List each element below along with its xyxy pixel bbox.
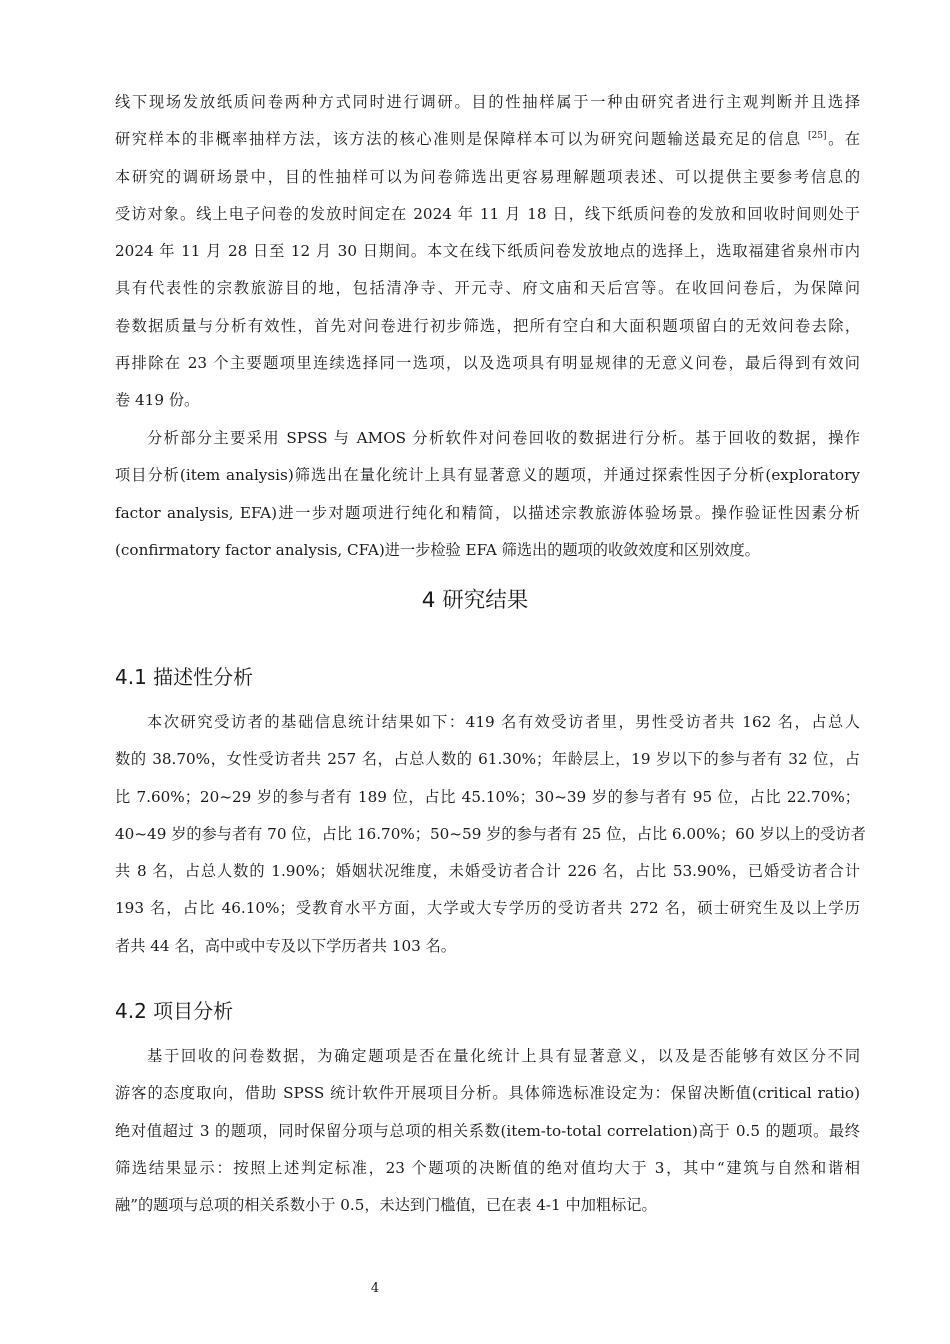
text-line: 2024 年 11 月 28 日至 12 月 30 日期间。本文在线下纸质问卷发放地点的选择上，选取福建省泉州市内 xyxy=(115,242,860,261)
section-heading-4: 4 研究结果 xyxy=(421,588,529,613)
paragraph-sampling xyxy=(115,84,860,420)
section-heading-4-2: 4.2 项目分析 xyxy=(115,999,234,1023)
text-line: 者共 44 名，高中或中专及以下学历者共 103 名。 xyxy=(115,936,456,955)
text-line: (confirmatory factor analysis, CFA)进一步检验 EFA 筛选出的题项的收敛效度和区别效度。 xyxy=(115,540,760,559)
text-line: 数的 38.70%，女性受访者共 257 名，占总人数的 61.30%；年龄层上，19 岁以下的参与者有 32 位，占 xyxy=(115,750,860,769)
text-line: 受访对象。线上电子问卷的发放时间定在 2024 年 11 月 18 日，线下纸质问卷的发放和回收时间则处于 xyxy=(115,204,860,223)
text-line: 基于回收的问卷数据，为确定题项是否在量化统计上具有显著意义，以及是否能够有效区分不同 xyxy=(147,1047,860,1065)
text-line: 分析部分主要采用 SPSS 与 AMOS 分析软件对问卷回收的数据进行分析。基于回收的数据，操作 xyxy=(147,429,860,447)
section-heading-4-1: 4.1 描述性分析 xyxy=(115,665,254,689)
text-line: 再排除在 23 个主要题项里连续选择同一选项，以及选项具有明显规律的无意义问卷，最后得到有效问 xyxy=(115,354,860,373)
text-line: 卷 419 份。 xyxy=(115,391,200,410)
text-line: 游客的态度取向，借助 SPSS 统计软件开展项目分析。具体筛选标准设定为：保留决断值(critical ratio) xyxy=(115,1084,860,1103)
text-line: 项目分析(item analysis)筛选出在量化统计上具有显著意义的题项，并通过探索性因子分析(exploratory xyxy=(115,466,860,485)
citation-ref[interactable]: [25] xyxy=(808,131,827,142)
text-line: 绝对值超过 3 的题项，同时保留分项与总项的相关系数(item-to-total correlation)高于 0.5 的题项。最终 xyxy=(115,1121,860,1140)
paragraph-descriptive-stats xyxy=(115,704,866,965)
text-line: 本研究的调研场景中，目的性抽样可以为问卷筛选出更容易理解题项表述、可以提供主要参考信息的 xyxy=(115,167,860,186)
text-line: 本次研究受访者的基础信息统计结果如下：419 名有效受访者里，男性受访者共 162 名，占总人 xyxy=(147,713,860,731)
text-line: 卷数据质量与分析有效性，首先对问卷进行初步筛选，把所有空白和大面积题项留白的无效问卷去除， xyxy=(115,316,860,335)
text-line: factor analysis, EFA)进一步对题项进行纯化和精简，以描述宗教旅游体验场景。操作验证性因素分析 xyxy=(115,503,860,522)
text-line: 193 名，占比 46.10%；受教育水平方面，大学或大专学历的受访者共 272 名，硕士研究生及以上学历 xyxy=(115,899,860,918)
page-number: 4 xyxy=(370,1281,380,1296)
paragraph-analysis-method xyxy=(115,420,860,569)
text-line: 具有代表性的宗教旅游目的地，包括清净寺、开元寺、府文庙和天后宫等。在收回问卷后，为保障问 xyxy=(115,279,860,298)
text-line: 融”的题项与总项的相关系数小于 0.5，未达到门槛值，已在表 4-1 中加粗标记。 xyxy=(115,1196,657,1215)
text-line: 线下现场发放纸质问卷两种方式同时进行调研。目的性抽样属于一种由研究者进行主观判断并且选择 xyxy=(115,93,860,111)
paragraph-item-analysis xyxy=(115,1038,860,1224)
text-line: 40~49 岁的参与者有 70 位，占比 16.70%；50~59 岁的参与者有 25 位，占比 6.00%；60 岁以上的受访者 xyxy=(115,824,866,843)
text-line-tail: 。在 xyxy=(826,130,861,149)
text-line xyxy=(115,121,860,158)
text-line: 共 8 名，占总人数的 1.90%；婚姻状况维度，未婚受访者合计 226 名，占比 53.90%，已婚受访者合计 xyxy=(115,862,860,881)
text-line: 筛选结果显示：按照上述判定标准，23 个题项的决断值的绝对值均大于 3，其中“建筑与自然和谐相 xyxy=(115,1158,860,1177)
text-line: 比 7.60%；20~29 岁的参与者有 189 位，占比 45.10%；30~39 岁的参与者有 95 位，占比 22.70%； xyxy=(115,787,860,806)
text-line-body: 研究样本的非概率抽样方法，该方法的核心准则是保障样本可以为研究问题输送最充足的信息 xyxy=(115,130,802,149)
